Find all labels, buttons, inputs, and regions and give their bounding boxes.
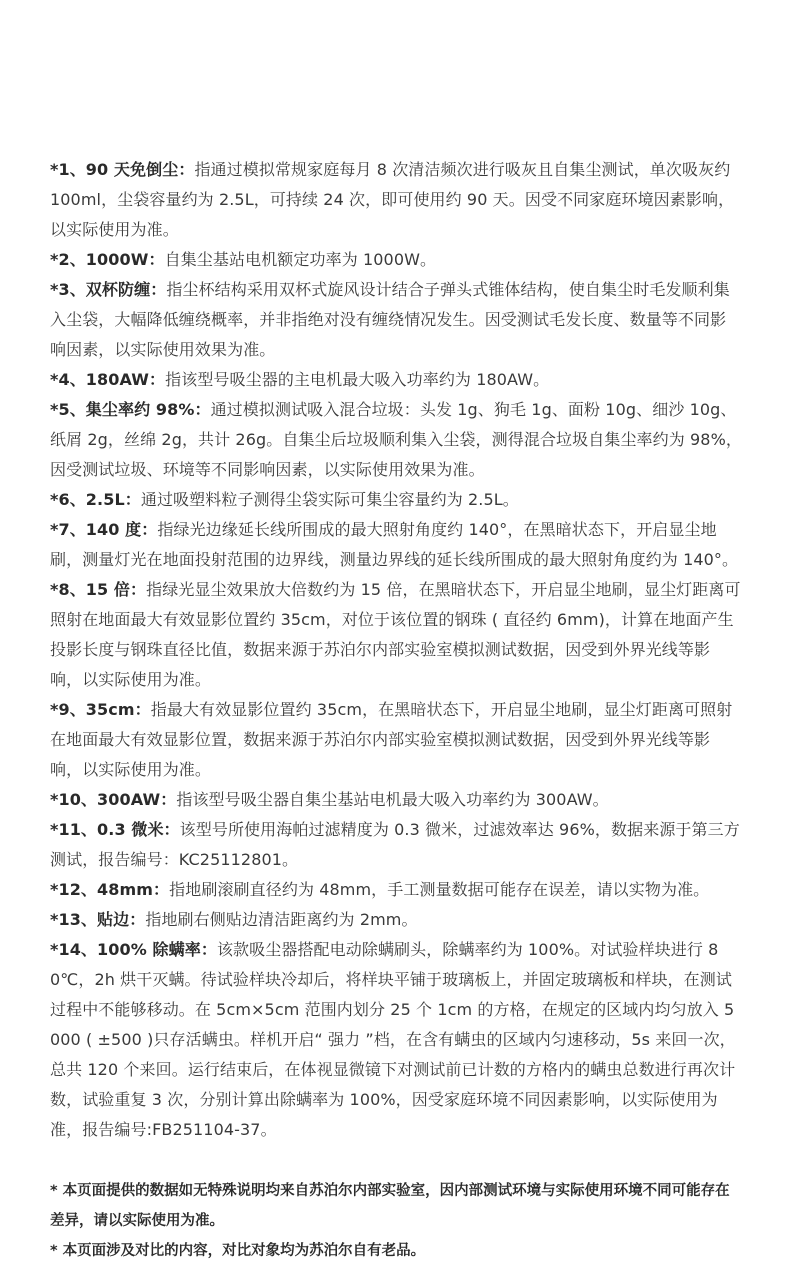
- footnote-label: *7、140 度：: [50, 520, 158, 539]
- footnote-text: 指该型号吸尘器的主电机最大吸入功率约为 180AW。: [165, 370, 550, 389]
- footnote-5: [50, 395, 742, 485]
- footnotes-list: [50, 155, 742, 1145]
- footnote-6: [50, 485, 742, 515]
- footnote-label: *4、180AW：: [50, 370, 166, 389]
- footnote-label: *14、100% 除螨率：: [50, 940, 217, 959]
- footnote-text: 指地刷滚刷直径约为 48mm，手工测量数据可能存在误差，请以实物为准。: [169, 880, 710, 899]
- footnote-text: 指地刷右侧贴边清洁距离约为 2mm。: [145, 910, 418, 929]
- footnote-text: 通过模拟测试吸入混合垃圾：头发 1g、狗毛 1g、面粉 10g、细沙 10g、纸屑 2g，丝绵 2g，共计 26g。自集尘后垃圾顺利集入尘袋，测得混合垃圾自集尘率约为 98%，因受测试垃圾、环境等不同影响因素，以实际使用效果为准。: [50, 400, 742, 479]
- footnote-11: [50, 815, 742, 875]
- disclaimer-line-1: * 本页面提供的数据如无特殊说明均来自苏泊尔内部实验室，因内部测试环境与实际使用环境不同可能存在差异，请以实际使用为准。: [50, 1183, 730, 1229]
- footnote-14: [50, 935, 742, 1145]
- footnote-text: 指该型号吸尘器自集尘基站电机最大吸入功率约为 300AW。: [176, 790, 609, 809]
- footnote-7: [50, 515, 742, 575]
- footnote-4: [50, 365, 742, 395]
- footnote-text: 指通过模拟常规家庭每月 8 次清洁频次进行吸灰且自集尘测试，单次吸灰约 100ml，尘袋容量约为 2.5L，可持续 24 次，即可使用约 90 天。因受不同家庭环境因素影响，以实际使用为准。: [50, 160, 735, 239]
- footnote-text: 该款吸尘器搭配电动除螨刷头，除螨率约为 100%。对试验样块进行 80℃，2h 烘干灭螨。待试验样块冷却后，将样块平铺于玻璃板上，并固定玻璃板和样块，在测试过程中不能够移动。在 5cm×5cm 范围内划分 25 个 1cm 的方格，在规定的区域内均匀放入 5000 ( ±500 )只存活螨虫。样机开启“ 强力 ”档，在含有螨虫的区域内匀速移动，5s 来回一次，总共 120 个来回。运行结束后，在体视显微镜下对测试前已计数的方格内的螨虫总数进行再次计数，试验重复 3 次，分别计算出除螨率为 100%，因受家庭环境不同因素影响，以实际使用为准，报告编号:FB251104-37。: [50, 940, 736, 1139]
- footnote-text: 该型号所使用海帕过滤精度为 0.3 微米，过滤效率达 96%，数据来源于第三方测试，报告编号：KC25112801。: [50, 820, 740, 869]
- footnote-label: *9、35cm：: [50, 700, 151, 719]
- footnote-2: [50, 245, 742, 275]
- footnote-10: [50, 785, 742, 815]
- footnote-text: 通过吸塑料粒子测得尘袋实际可集尘容量约为 2.5L。: [140, 490, 519, 509]
- footnote-label: *12、48mm：: [50, 880, 170, 899]
- disclaimer-line-2: * 本页面涉及对比的内容，对比对象均为苏泊尔自有老品。: [50, 1243, 426, 1259]
- footnote-3: [50, 275, 742, 365]
- footnote-1: [50, 155, 742, 245]
- footnote-label: *1、90 天免倒尘：: [50, 160, 195, 179]
- footnote-13: [50, 905, 742, 935]
- footnote-text: 指绿光显尘效果放大倍数约为 15 倍，在黑暗状态下，开启显尘地刷，显尘灯距离可照射在地面最大有效显影位置约 35cm，对位于该位置的钢珠 ( 直径约 6mm)，计算在地面产生投影长度与钢珠直径比值，数据来源于苏泊尔内部实验室模拟测试数据，因受到外界光线等影响，以实际使用为准。: [50, 580, 741, 689]
- footnote-text: 自集尘基站电机额定功率为 1000W。: [164, 250, 437, 269]
- disclaimer: [50, 1176, 742, 1266]
- footnote-label: *10、300AW：: [50, 790, 177, 809]
- footnote-label: *2、1000W：: [50, 250, 165, 269]
- footnote-label: *6、2.5L：: [50, 490, 141, 509]
- footnote-text: 指尘杯结构采用双杯式旋风设计结合子弹头式锥体结构，使自集尘时毛发顺利集入尘袋，大幅降低缠绕概率，并非指绝对没有缠绕情况发生。因受测试毛发长度、数量等不同影响因素，以实际使用效果为准。: [50, 280, 730, 359]
- footnote-label: *5、集尘率约 98%：: [50, 400, 211, 419]
- footnote-12: [50, 875, 742, 905]
- footnote-text: 指绿光边缘延长线所围成的最大照射角度约 140°，在黑暗状态下，开启显尘地刷，测量灯光在地面投射范围的边界线，测量边界线的延长线所围成的最大照射角度约为 140°。: [50, 520, 739, 569]
- footnote-text: 指最大有效显影位置约 35cm，在黑暗状态下，开启显尘地刷，显尘灯距离可照射在地面最大有效显影位置，数据来源于苏泊尔内部实验室模拟测试数据，因受到外界光线等影响，以实际使用为准。: [50, 700, 733, 779]
- footnote-9: [50, 695, 742, 785]
- footnote-label: *13、贴边：: [50, 910, 146, 929]
- footnote-label: *3、双杯防缠：: [50, 280, 167, 299]
- footnote-8: [50, 575, 742, 695]
- footnote-label: *11、0.3 微米：: [50, 820, 180, 839]
- footnote-label: *8、15 倍：: [50, 580, 147, 599]
